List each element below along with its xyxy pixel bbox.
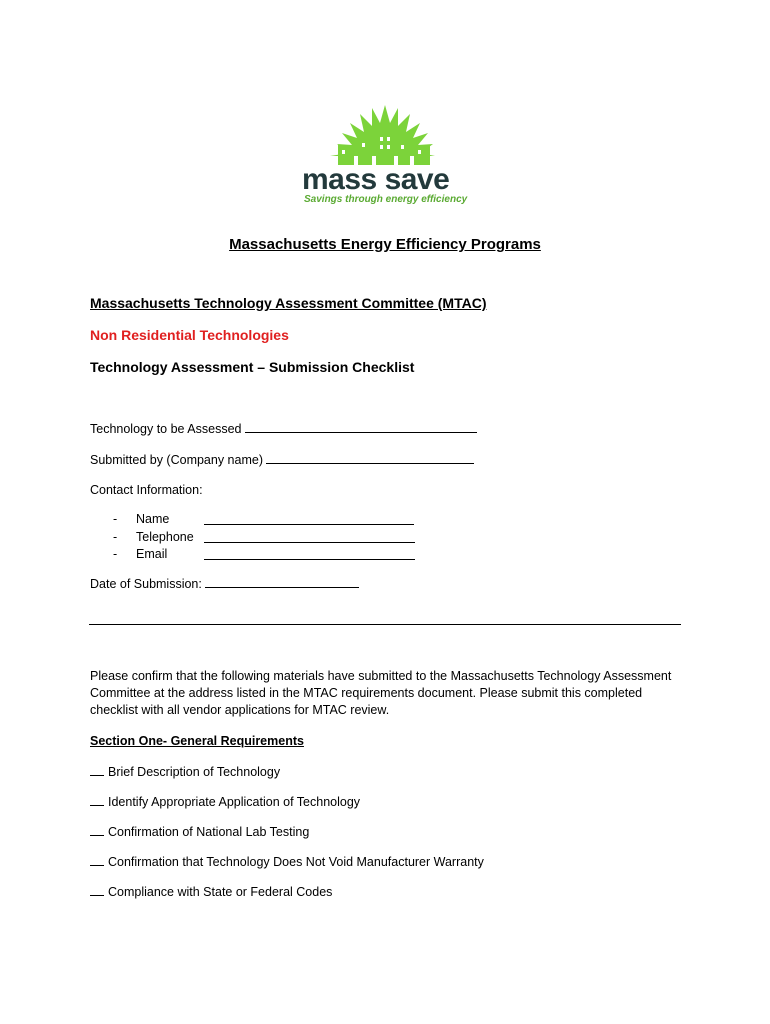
horizontal-divider bbox=[89, 624, 681, 625]
checklist-item bbox=[90, 794, 360, 809]
document-title: Massachusetts Energy Efficiency Programs bbox=[229, 236, 541, 253]
date-label: Date of Submission: bbox=[90, 577, 202, 591]
checklist-item bbox=[90, 884, 332, 899]
logo-wordmark: mass save bbox=[302, 163, 450, 196]
contact-telephone-blank[interactable] bbox=[204, 530, 415, 543]
contact-name-label: Name bbox=[136, 512, 170, 526]
contact-bullet: - bbox=[113, 530, 118, 544]
date-blank[interactable] bbox=[205, 577, 359, 588]
section-one-title: Section One- General Requirements bbox=[90, 734, 304, 748]
technology-field bbox=[90, 422, 477, 436]
technology-label: Technology to be Assessed bbox=[90, 422, 242, 436]
checklist-blank[interactable] bbox=[90, 794, 104, 806]
checklist-blank[interactable] bbox=[90, 884, 104, 896]
instructions-line: checklist with all vendor applications for MTAC review. bbox=[90, 703, 390, 717]
technology-blank[interactable] bbox=[245, 422, 477, 433]
committee-heading: Massachusetts Technology Assessment Committee (MTAC) bbox=[90, 295, 487, 311]
checklist-item-label: Identify Appropriate Application of Technology bbox=[108, 795, 361, 809]
instructions-line: Please confirm that the following materials have submitted to the Massachusetts Technology Assessment bbox=[90, 669, 672, 683]
checklist-item bbox=[90, 854, 484, 869]
checklist-item-label: Brief Description of Technology bbox=[108, 765, 281, 779]
contact-email-blank[interactable] bbox=[204, 547, 415, 560]
checklist-item-label: Confirmation that Technology Does Not Void Manufacturer Warranty bbox=[108, 855, 484, 869]
contact-bullet: - bbox=[113, 512, 118, 526]
category-heading: Non Residential Technologies bbox=[90, 327, 289, 343]
checklist-item bbox=[90, 824, 309, 839]
contact-name-blank[interactable] bbox=[204, 512, 414, 525]
checklist-blank[interactable] bbox=[90, 824, 104, 836]
checklist-blank[interactable] bbox=[90, 854, 104, 866]
contact-bullet: - bbox=[113, 547, 118, 561]
company-blank[interactable] bbox=[266, 453, 474, 464]
contact-telephone-label: Telephone bbox=[136, 530, 194, 544]
company-label: Submitted by (Company name) bbox=[90, 453, 263, 467]
checklist-item bbox=[90, 764, 280, 779]
checklist-item-label: Confirmation of National Lab Testing bbox=[108, 825, 310, 839]
contact-email-label: Email bbox=[136, 547, 168, 561]
checklist-blank[interactable] bbox=[90, 764, 104, 776]
instructions-paragraph bbox=[90, 668, 690, 719]
checklist-item-label: Compliance with State or Federal Codes bbox=[108, 885, 333, 899]
date-field bbox=[90, 577, 359, 591]
instructions-line: Committee at the address listed in the MTAC requirements document. Please submit this completed bbox=[90, 686, 643, 700]
logo-tagline: Savings through energy efficiency bbox=[304, 194, 468, 205]
company-field bbox=[90, 453, 474, 467]
contact-label: Contact Information: bbox=[90, 483, 203, 497]
checklist-heading: Technology Assessment – Submission Checklist bbox=[90, 359, 415, 375]
